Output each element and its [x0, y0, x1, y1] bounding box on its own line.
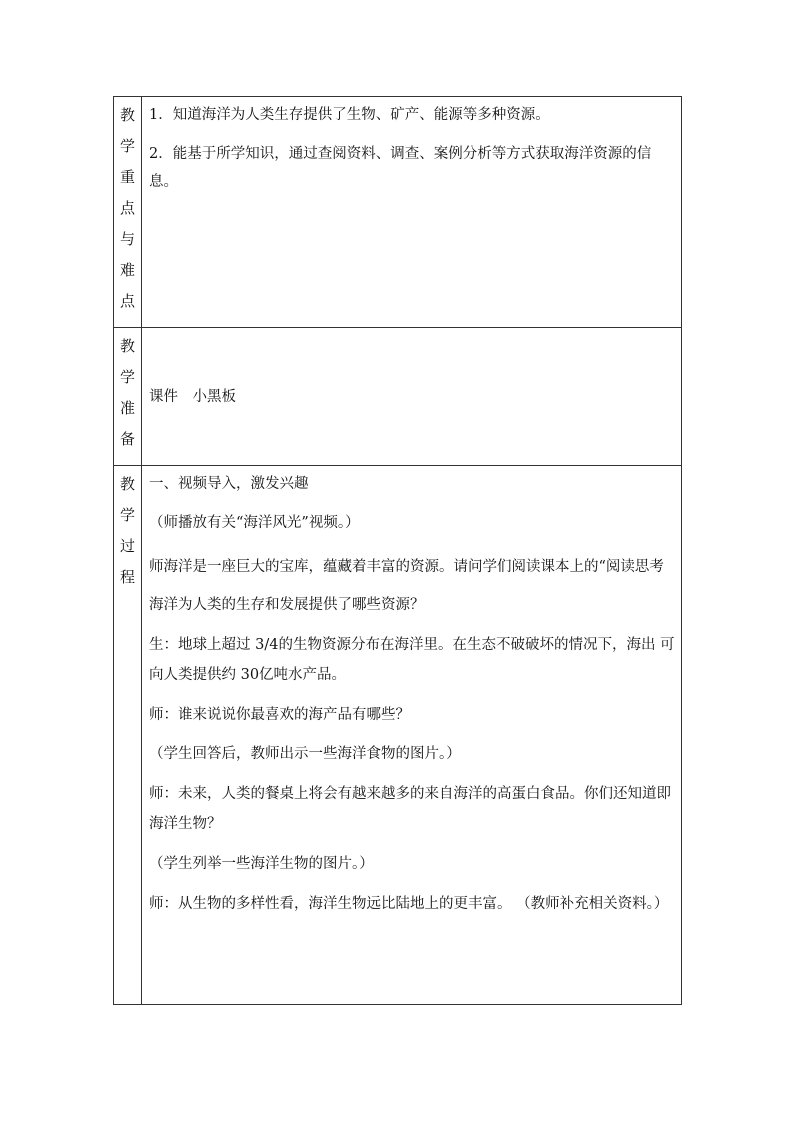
paragraph: 师：谁来说说你最喜欢的海产品有哪些？ — [149, 707, 410, 723]
label-char: 程 — [119, 568, 135, 586]
label-char: 准 — [119, 399, 135, 417]
label-char: 教 — [119, 106, 135, 124]
row-preparation — [114, 328, 682, 466]
label-char: 与 — [119, 230, 135, 248]
label-char: 过 — [119, 537, 135, 555]
paragraph: 1．知道海洋为人类生存提供了生物、矿产、能源等多种资源。 — [149, 107, 550, 123]
label-char: 学 — [119, 368, 135, 386]
label-char: 备 — [119, 430, 135, 448]
label-char: 教 — [119, 475, 135, 493]
paragraph: 生：地球上超过 3/4的生物资源分布在海洋里。在生态不破破坏的情况下，海出 可向人类提供约 30亿吨水产品。 — [149, 637, 675, 683]
label-char: 点 — [119, 199, 135, 217]
section-heading: 一、视频导入，激发兴趣 — [149, 476, 309, 492]
vertical-label — [114, 97, 141, 317]
label-cell-preparation — [114, 328, 142, 466]
lesson-plan-table — [113, 96, 682, 1005]
label-char: 难 — [119, 261, 135, 279]
paragraph: （学生列举一些海洋生物的图片。） — [149, 856, 374, 872]
label-char: 重 — [119, 168, 135, 186]
content-cell-process — [142, 466, 682, 1005]
content-cell-preparation — [142, 328, 682, 466]
label-char: 学 — [119, 506, 135, 524]
label-cell-process — [114, 466, 142, 1005]
paragraph: 课件 小黑板 — [149, 388, 236, 405]
paragraph: 师海洋是一座巨大的宝库，蕴藏着丰富的资源。请问学们阅读课本上的“阅读思考海洋为人类的生存和发展提供了哪些资源？ — [149, 559, 664, 613]
paragraph: （师播放有关“海洋风光”视频。） — [149, 515, 360, 531]
paragraph: 师：从生物的多样性看，海洋生物远比陆地上的更丰富。 （教师补充相关资料。） — [149, 896, 669, 912]
label-char: 教 — [119, 337, 135, 355]
label-char: 学 — [119, 137, 135, 155]
paragraph: （学生回答后，教师出示一些海洋食物的图片。） — [149, 746, 461, 762]
vertical-label — [114, 466, 141, 593]
paragraph: 2．能基于所学知识，通过查阅资料、调查、案例分析等方式获取海洋资源的信息。 — [149, 146, 652, 190]
content-cell-key-points — [142, 97, 682, 328]
label-cell-key-points — [114, 97, 142, 328]
row-key-points — [114, 97, 682, 328]
row-process — [114, 466, 682, 1005]
vertical-label — [114, 328, 141, 455]
paragraph: 师：未来，人类的餐桌上将会有越来越多的来自海洋的高蛋白食品。你们还知道即海洋生物？ — [149, 786, 671, 832]
label-char: 点 — [119, 292, 135, 310]
